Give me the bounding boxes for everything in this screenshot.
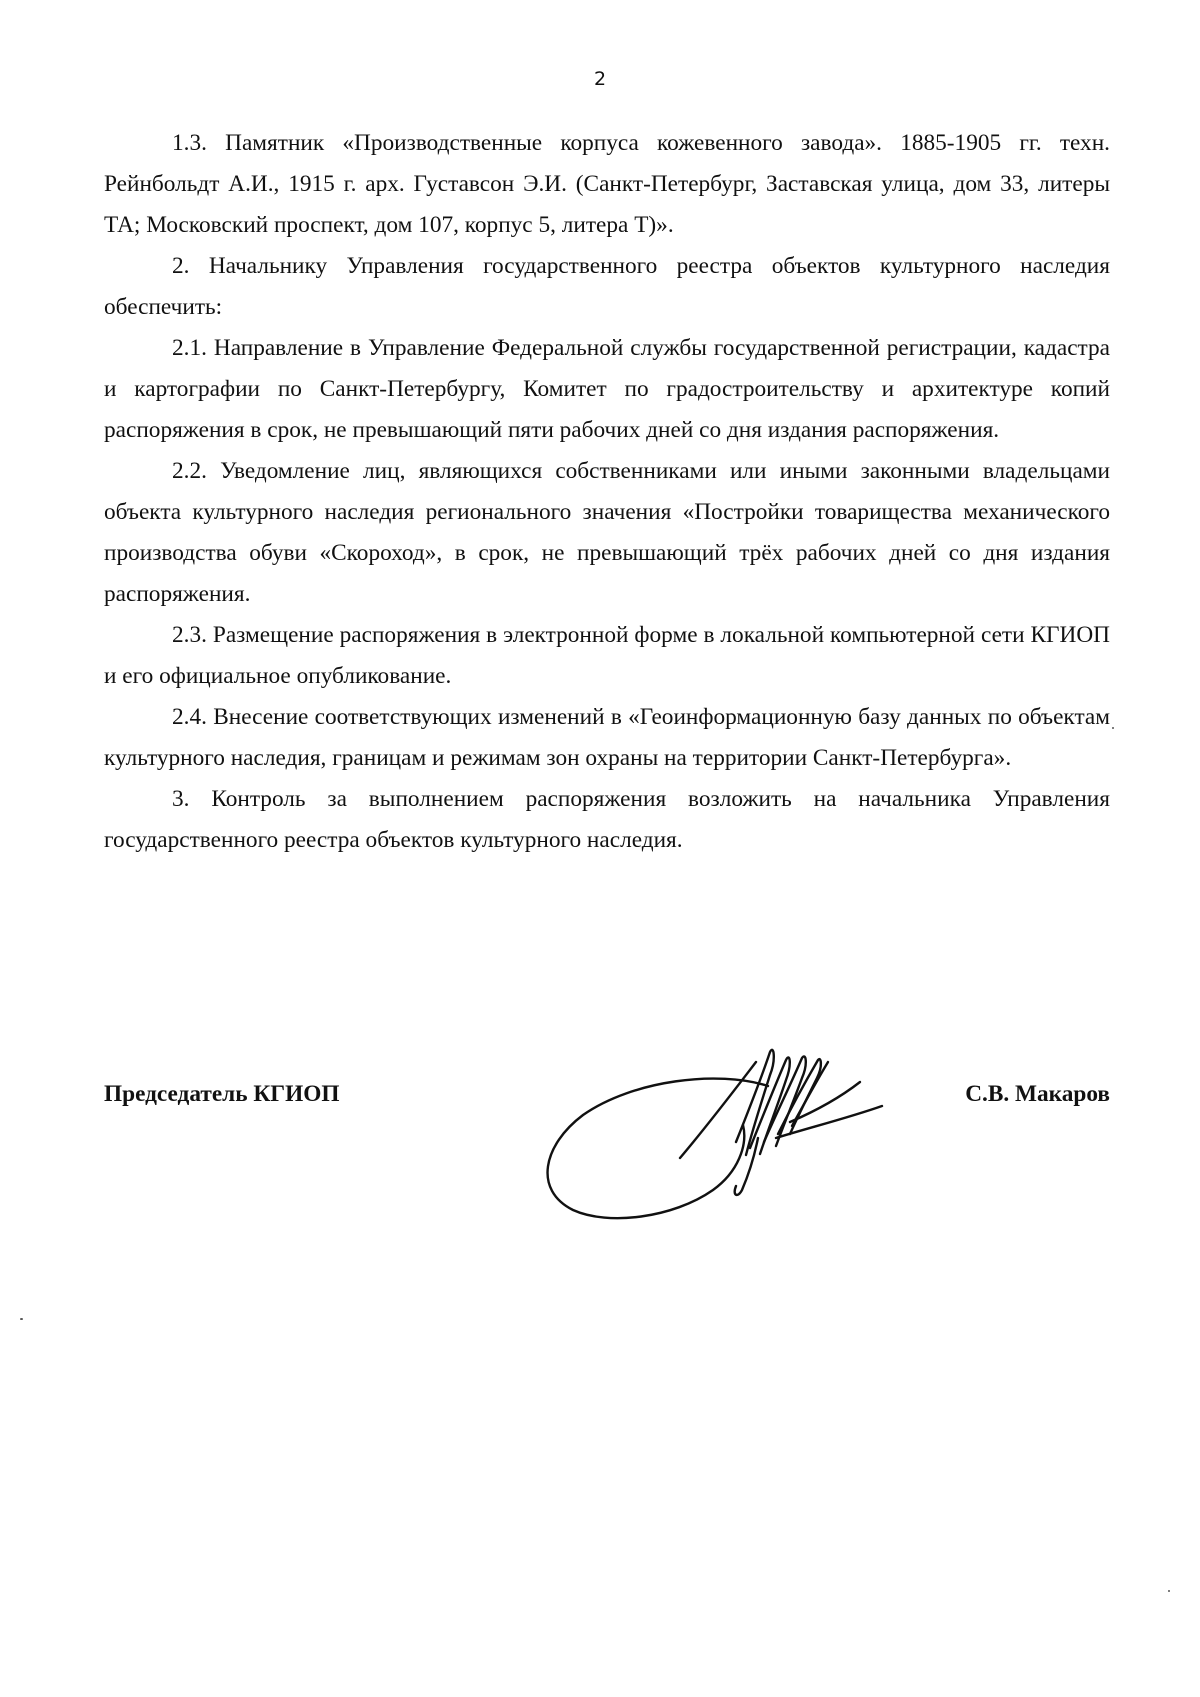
paragraph-3: 3. Контроль за выполнением распоряжения возложить на начальника Управления государственного реестра объектов культурного наследия. [104, 786, 1110, 853]
paragraph-2: 2. Начальнику Управления государственного реестра объектов культурного наследия обеспечить: [104, 253, 1110, 320]
handwritten-signature [538, 1030, 918, 1225]
paragraph-1-3: 1.3. Памятник «Производственные корпуса кожевенного завода». 1885-1905 гг. техн. Рейнбольдт А.И., 1915 г. арх. Густавсон Э.И. (Санкт-Петербург, Заставская улица, дом 33, литеры ТА; Московский проспект, дом 107, корпус 5, литера Т)». [104, 130, 1110, 238]
document-body [104, 123, 1110, 861]
signer-name: С.В. Макаров [965, 1081, 1110, 1107]
paragraph-2-2: 2.2. Уведомление лиц, являющихся собственниками или иными законными владельцами объекта культурного наследия регионального значения «Постройки товарищества механического производства обуви «Скороход», в срок, не превышающий трёх рабочих дней со дня издания распоряжения. [104, 458, 1110, 607]
paragraph-2-4: 2.4. Внесение соответствующих изменений в «Геоинформационную базу данных по объектам культурного наследия, границам и режимам зон охраны на территории Санкт-Петербурга». [104, 704, 1110, 771]
scan-speck [1168, 1590, 1170, 1592]
paragraph-2-1: 2.1. Направление в Управление Федеральной службы государственной регистрации, кадастра и картографии по Санкт-Петербургу, Комитет по градостроительству и архитектуре копий распоряжения в срок, не превышающий пяти рабочих дней со дня издания распоряжения. [104, 335, 1110, 443]
paragraph-2-3: 2.3. Размещение распоряжения в электронной форме в локальной компьютерной сети КГИОП и его официальное опубликование. [104, 622, 1110, 689]
signer-title: Председатель КГИОП [104, 1081, 340, 1107]
scan-speck [20, 1318, 23, 1320]
scan-speck [1112, 727, 1114, 729]
page-number: 2 [593, 68, 607, 90]
